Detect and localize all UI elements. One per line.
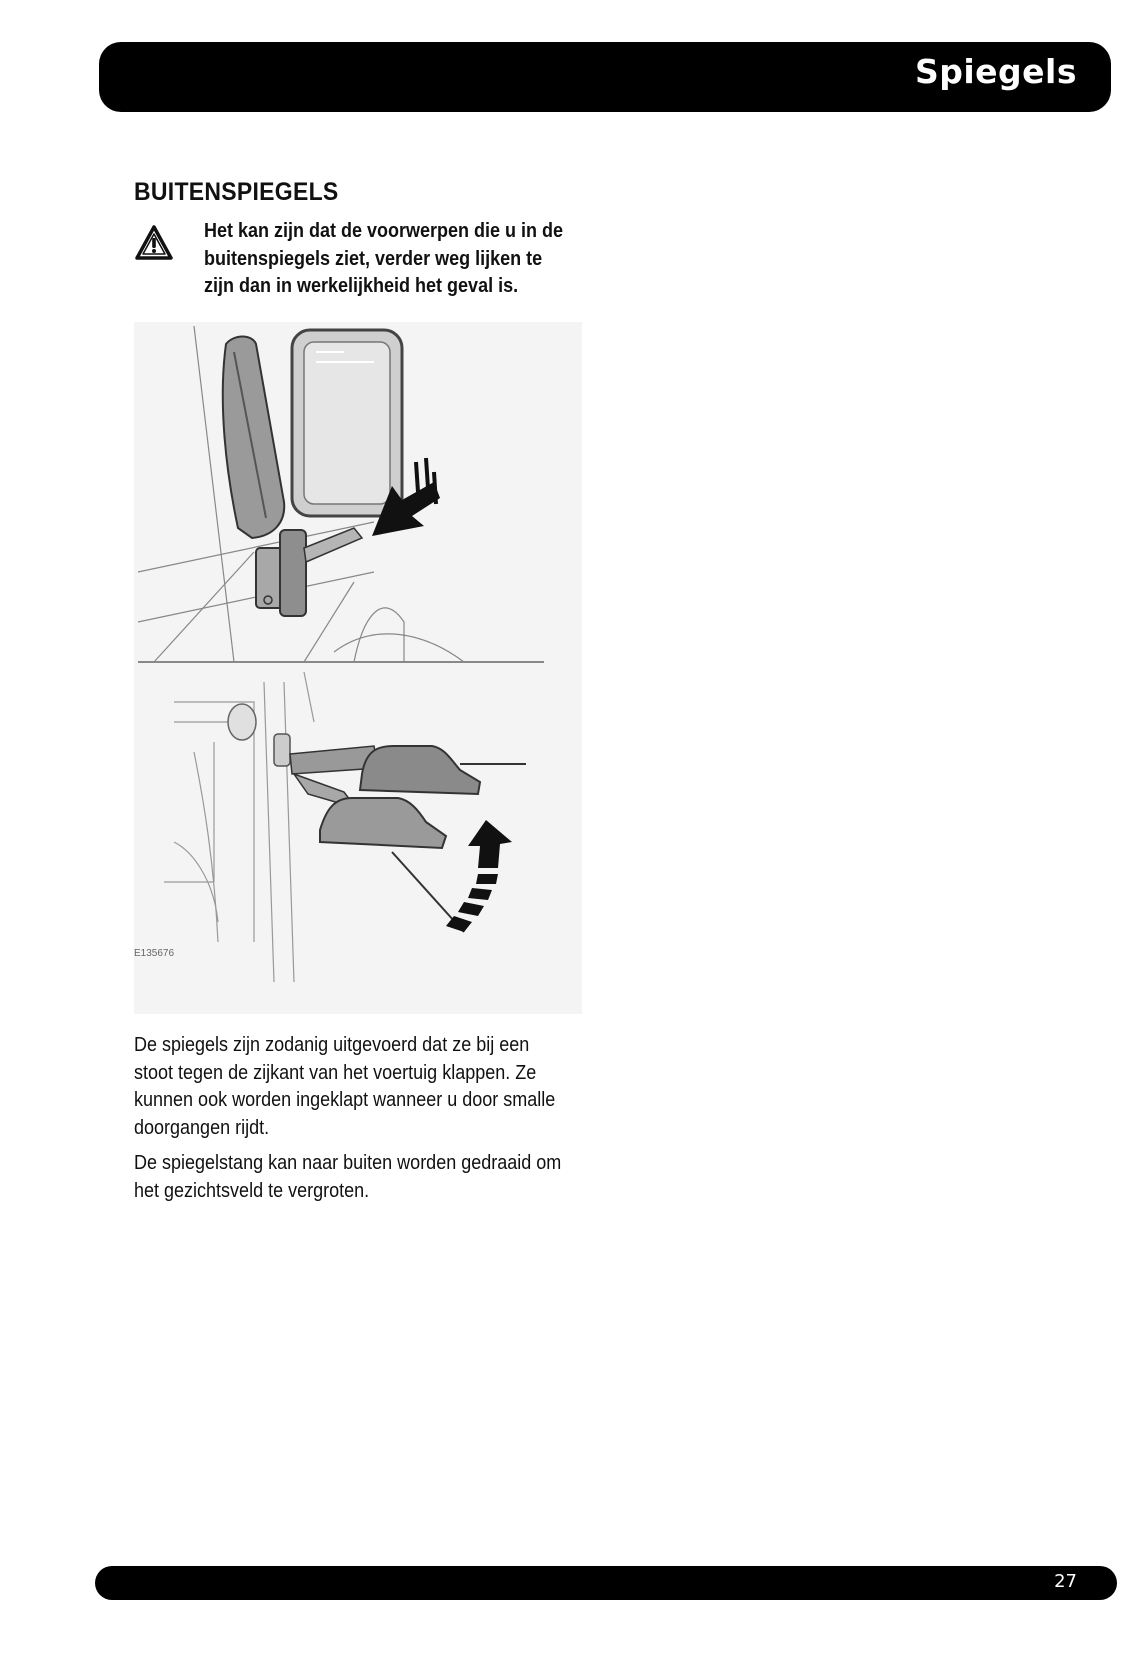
- body-line: het gezichtsveld te vergroten.: [134, 1179, 370, 1202]
- page-number: 27: [1054, 1571, 1077, 1592]
- body-line: kunnen ook worden ingeklapt wanneer u door smalle: [134, 1089, 556, 1111]
- figure-code: E135676: [134, 948, 175, 959]
- section-heading: BUITENSPIEGELS: [134, 178, 339, 206]
- warning-line: zijn dan in werkelijkheid het geval is.: [204, 275, 519, 297]
- body-line: doorgangen rijdt.: [134, 1116, 270, 1139]
- page-title: Spiegels: [914, 52, 1077, 91]
- body-line: De spiegelstang kan naar buiten worden gedraaid om: [134, 1152, 562, 1174]
- body-paragraph-1: [134, 1032, 575, 1142]
- mirror-illustration: [134, 322, 582, 1014]
- warning-text: [204, 218, 564, 301]
- warning-icon: [134, 224, 174, 262]
- header-bar: [99, 42, 1111, 112]
- footer-bar: [95, 1566, 1117, 1600]
- warning-line: buitenspiegels ziet, verder weg lijken te: [204, 247, 543, 270]
- warning-line: Het kan zijn dat de voorwerpen die u in de: [204, 220, 564, 242]
- body-paragraph-2: [134, 1150, 575, 1205]
- body-line: De spiegels zijn zodanig uitgevoerd dat ze bij een: [134, 1034, 530, 1056]
- body-line: stoot tegen de zijkant van het voertuig klappen. Ze: [134, 1061, 537, 1084]
